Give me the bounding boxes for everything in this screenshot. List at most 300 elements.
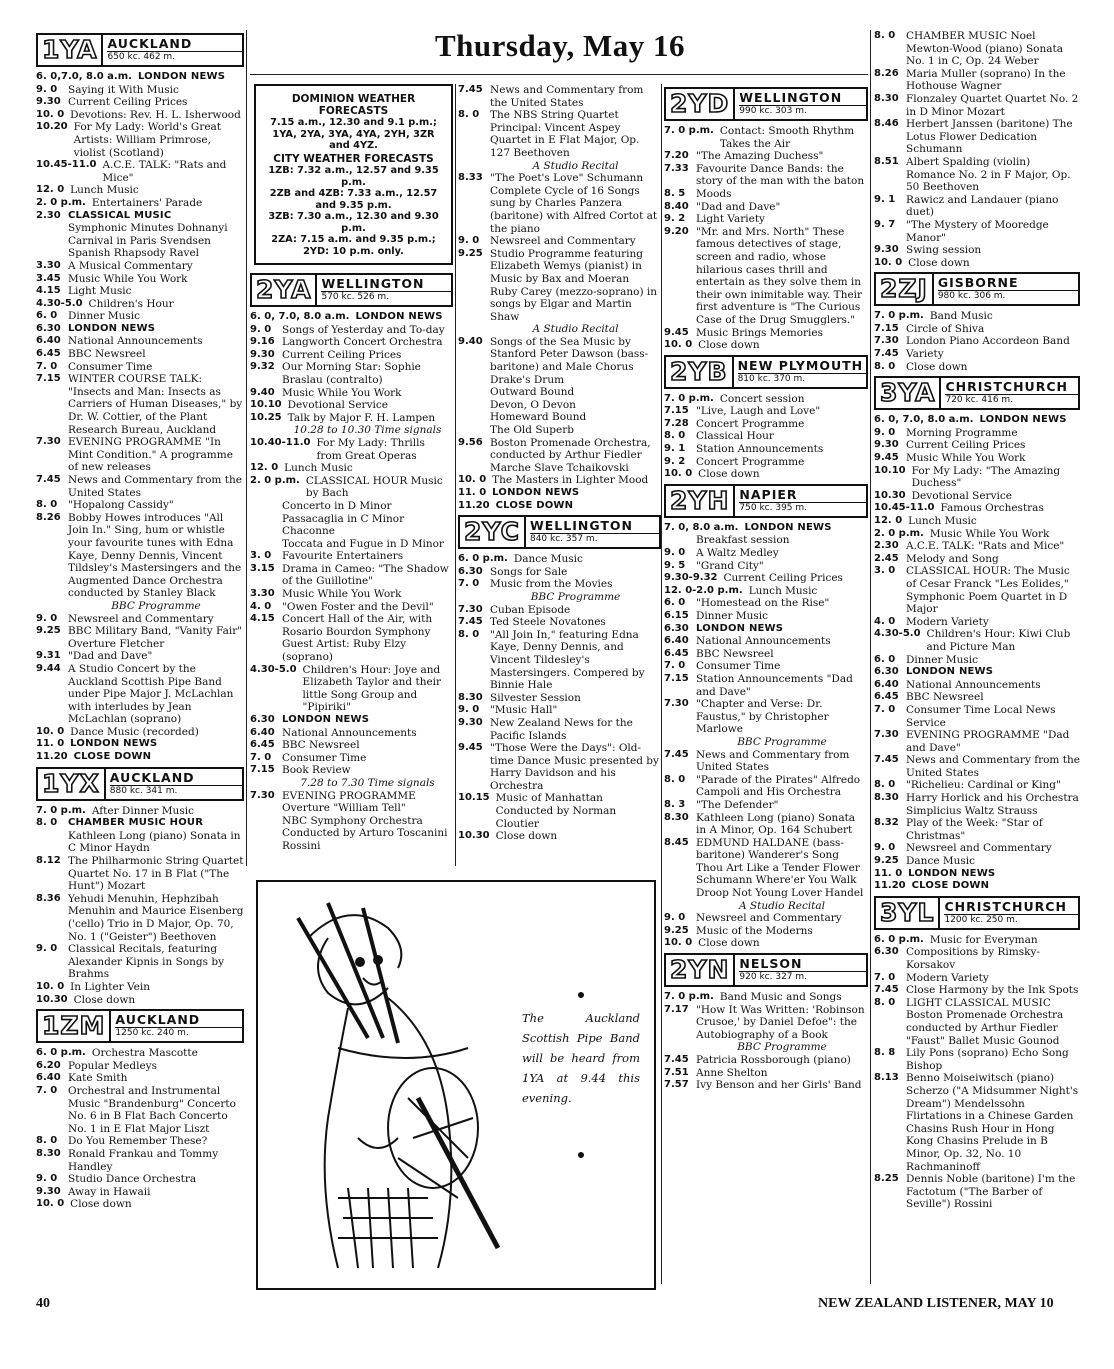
listing-description: Children's Hour: [88, 297, 174, 310]
listing-entry: [250, 399, 453, 412]
listing-description: News and Commentary from the United States: [906, 754, 1080, 779]
listing-description: Music of Manhattan Conducted by Norman Cloutier: [495, 792, 617, 830]
listing-time: 12. 0: [36, 184, 65, 196]
station-frequency: 650 kc. 462 m.: [107, 51, 242, 63]
listing-entry: [874, 817, 1080, 842]
listing-time: 7.45: [458, 616, 483, 628]
listing-description: A.C.E. TALK: "Rats and Mice": [102, 159, 227, 184]
listing-description: NBC Symphony Orchestra Conducted by Arturo Toscanini Rossini: [282, 814, 448, 852]
listing-description: 7.28 to 7.30 Time signals: [300, 776, 435, 789]
listing-time: 7. 0: [874, 703, 896, 715]
listing-time: 6.40: [664, 635, 689, 647]
listing-description: Dennis Noble (baritone) I'm the Factotum ("The Barber of Seville") Rossini: [906, 1173, 1076, 1211]
listing-time: 6.30: [250, 714, 275, 725]
listing-entry: [36, 361, 244, 374]
listing-description: Lily Pons (soprano) Echo Song Bishop: [906, 1047, 1069, 1072]
station-meta: [735, 89, 866, 119]
listing-description: London Piano Accordeon Band: [906, 335, 1070, 348]
listing-entry: [36, 474, 244, 499]
listing-entry: [458, 160, 661, 173]
listing-description: Devotional Service: [287, 399, 388, 412]
listing-entry: [458, 399, 661, 412]
listing-description: For My Lady: Thrills from Great Operas: [316, 436, 425, 462]
listing-entry: [874, 323, 1080, 336]
listing-entry: [874, 156, 1080, 194]
weather-heading2: CITY WEATHER FORECASTS: [273, 152, 434, 165]
listing-description: Classical Hour: [696, 430, 774, 443]
listing-entry: [874, 842, 1080, 855]
station-meta: [111, 1011, 242, 1041]
listing-description: Consumer Time: [696, 660, 781, 673]
listing-time: 2.30: [36, 209, 61, 221]
caption-dot-top: [578, 992, 584, 998]
listing-entry: [664, 1079, 868, 1092]
listing-time: [458, 424, 484, 437]
listing-entry: [664, 912, 868, 925]
listing-time: 9.45: [874, 452, 899, 464]
listing-description: EVENING PROGRAMME "Dad and Dave": [906, 729, 1070, 754]
listing-entry: [250, 613, 453, 663]
listing-time: [36, 235, 62, 248]
listing-time: 7.30: [250, 789, 275, 801]
listing-entry: [36, 197, 244, 210]
listing-entry: [36, 436, 244, 474]
listing-description: "Homestead on the Rise": [696, 597, 830, 610]
listing-entry: [250, 588, 453, 601]
listing-description: Orchestra Mascotte: [91, 1047, 198, 1060]
listing-description: New Zealand News for the Pacific Islands: [490, 716, 633, 742]
listing-description: CHAMBER MUSIC Noel Mewton-Wood (piano) Sonata No. 1 in C, Op. 24 Weber: [906, 30, 1063, 68]
listing-time: 6.20: [36, 1059, 61, 1071]
listing-entry: [874, 1047, 1080, 1072]
listing-description: Play of the Week: "Star of Christmas": [906, 817, 1043, 842]
listing-entry: [874, 946, 1080, 971]
listing-entry: [874, 310, 1080, 323]
listing-entry: [874, 502, 1080, 515]
listing-time: 11.20: [36, 751, 68, 763]
listing-description: Breakfast session: [696, 534, 790, 547]
listing-time: 6. 0: [874, 653, 896, 665]
listing-time: 6.45: [36, 348, 61, 360]
listing-time: 9.45: [458, 742, 483, 754]
listing-entry: [36, 893, 244, 943]
listing-description: Ted Steele Novatones: [490, 616, 606, 629]
listing-time: 4.15: [250, 613, 275, 625]
listing-description: Symphonic Minutes Dohnanyi: [68, 222, 228, 235]
listing-entry: [874, 565, 1080, 615]
illustration-caption: The Auckland Scottish Pipe Band will be heard from 1YA at 9.44 this evening.: [522, 1011, 640, 1105]
listing-time: 8. 0: [36, 1135, 58, 1147]
listing-time: 7.45: [36, 474, 61, 485]
station-frequency: 1200 kc. 250 m.: [944, 914, 1078, 926]
listing-time: 7. 0: [36, 360, 58, 372]
listing-description: "The Defender": [696, 798, 779, 811]
listing-entry: [664, 1004, 868, 1042]
caption-dot-bottom: [578, 1152, 584, 1158]
listing-entry: [36, 663, 244, 726]
listing-entry: [664, 522, 868, 535]
listing-description: Concert Hall of the Air, with Rosario Bourdon Symphony Guest Artist: Ruby Elzy (soprano): [282, 613, 433, 664]
listing-entry: [874, 30, 1080, 68]
listing-time: 10. 0: [36, 980, 65, 992]
listing-time: 6. 0, 7.0, 8.0 a.m.: [874, 414, 974, 426]
listing-time: [250, 424, 276, 437]
station-frequency: 980 kc. 306 m.: [938, 290, 1078, 302]
listing-description: Entertainers' Parade: [91, 196, 203, 209]
listing-description: Music While You Work: [929, 527, 1050, 540]
listing-description: The NBS String Quartet Principal: Vincent Aspey Quartet in E Flat Major, Op. 127 Beethoven: [490, 109, 640, 159]
listing-time: 8. 3: [664, 798, 686, 810]
listing-description: Ruby Carey (mezzo-soprano) in songs by Elgar and Martin Shaw: [490, 285, 658, 323]
listing-description: Harry Horlick and his Orchestra Simplicius Waltz Strauss: [906, 792, 1079, 817]
listing-description: Anne Shelton: [696, 1066, 768, 1079]
listing-description: Langworth Concert Orchestra: [282, 336, 443, 349]
station-meta: [934, 274, 1078, 304]
listing-entry: [36, 1173, 244, 1186]
listing-time: [250, 500, 276, 513]
listing-entry: [664, 749, 868, 774]
listing-entry: [874, 654, 1080, 667]
listing-entry: [874, 465, 1080, 490]
column-auckland: [36, 30, 244, 1211]
listing-time: 10.45-11.0: [874, 502, 935, 514]
listing-time: 6. 0: [36, 310, 58, 322]
listing-time: 10. 0: [36, 108, 65, 120]
listing-time: 8. 8: [874, 1047, 896, 1059]
listing-time: [250, 777, 276, 790]
listing-time: 7.15: [664, 405, 689, 417]
listing-time: [36, 830, 62, 855]
listing-description: Toccata and Fugue in D Minor: [282, 537, 444, 550]
listing-description: Lunch Music: [284, 462, 353, 475]
listing-entry: [36, 994, 244, 1007]
listing-description: News and Commentary from the United States: [68, 474, 242, 499]
station-city: AUCKLAND: [115, 1012, 201, 1028]
listing-entry: [250, 387, 453, 400]
listing-entry: [36, 817, 244, 830]
listing-time: 3.15: [250, 562, 275, 574]
listing-description: CLOSE DOWN: [73, 751, 152, 763]
listing-entry: [874, 984, 1080, 997]
listing-entry: [458, 286, 661, 324]
listing-description: LIGHT CLASSICAL MUSIC Boston Promenade Orchestra conducted by Arthur Fiedler "Faust" Ballet Music Gounod: [906, 996, 1064, 1047]
listing-entry: [250, 790, 453, 815]
listing-time: 6. 0, 7.0, 8.0 a.m.: [250, 311, 350, 322]
station-meta: [940, 898, 1078, 928]
piper-illustration: [256, 880, 656, 1290]
listing-time: 2. 0 p.m.: [36, 196, 86, 208]
listing-entry: [664, 673, 868, 698]
listing-time: 3.30: [36, 259, 61, 271]
listing-time: 7.15: [664, 672, 689, 684]
listing-entry: [664, 430, 868, 443]
listing-description: "Owen Foster and the Devil": [282, 600, 434, 613]
listing-time: 8.26: [874, 67, 899, 79]
listing-description: Morning Programme: [906, 426, 1018, 439]
listing-entry: [458, 84, 661, 109]
listing-time: 9.30: [458, 716, 483, 728]
listing-description: LONDON NEWS: [744, 521, 832, 533]
listing-description: Music from the Movies: [490, 578, 613, 591]
listing-entry: [458, 487, 661, 500]
listing-time: 9.30: [250, 348, 275, 360]
listing-entry: [250, 601, 453, 614]
listing-time: 7.30: [664, 698, 689, 710]
listing-entry: [250, 412, 453, 425]
listing-entry: [36, 1135, 244, 1148]
column-divider: [661, 84, 662, 1284]
listing-time: 8.25: [874, 1173, 899, 1185]
listing-time: 10.25: [250, 411, 282, 423]
listing-entry: [664, 623, 868, 636]
station-header-2yd: [664, 87, 868, 121]
listing-description: Close down: [906, 360, 968, 373]
listing-entry: [36, 109, 244, 122]
listing-time: 8. 0: [36, 499, 58, 511]
listing-entry: [664, 150, 868, 163]
listing-time: 9.25: [664, 924, 689, 936]
listing-description: Do You Remember These?: [68, 1135, 208, 1148]
listing-description: LONDON NEWS: [355, 311, 443, 322]
listing-time: 9.25: [36, 625, 61, 637]
station-meta: [103, 35, 242, 65]
listing-time: 8. 0: [874, 30, 896, 41]
listing-entry: [250, 664, 453, 714]
listing-entry: [874, 666, 1080, 679]
listing-time: 9.16: [250, 336, 275, 348]
listing-time: 8. 0: [874, 779, 896, 791]
listing-entry: [36, 1186, 244, 1199]
listing-description: Circle of Shiva: [906, 322, 985, 335]
listing-entry: [664, 991, 868, 1004]
listing-description: Newsreel and Commentary: [906, 842, 1052, 855]
listing-entry: [664, 799, 868, 812]
station-logo: 2YH: [666, 486, 735, 516]
column-wellington-2ya: [250, 84, 453, 853]
column-divider: [870, 30, 871, 1284]
listing-entry: [874, 792, 1080, 817]
listing-entry: [664, 812, 868, 837]
station-frequency: 1250 kc. 240 m.: [115, 1027, 242, 1039]
listing-entry: [250, 815, 453, 853]
listing-time: 3.45: [36, 272, 61, 284]
listing-time: 6.40: [36, 1072, 61, 1084]
column-christchurch: [874, 30, 1080, 1211]
listing-time: 8.32: [874, 817, 899, 829]
listing-time: 6.30: [874, 666, 899, 678]
listing-description: "The Mystery of Mooredge Manor": [906, 218, 1049, 244]
listing-description: Contact: Smooth Rhythm Takes the Air: [719, 125, 855, 150]
listing-entry: [36, 981, 244, 994]
listing-entry: [458, 553, 661, 566]
listing-time: 9. 0: [874, 426, 896, 438]
listing-entry: [36, 235, 244, 248]
listing-time: 4.15: [36, 285, 61, 297]
listing-time: 9. 5: [664, 559, 686, 571]
listing-entry: [874, 515, 1080, 528]
listing-time: 6.30: [36, 322, 61, 334]
listing-description: Compositions by Rimsky-Korsakov: [906, 946, 1040, 971]
listing-entry: [36, 373, 244, 436]
listing-description: Saying it With Music: [68, 83, 179, 96]
listing-entry: [250, 752, 453, 765]
listing-entry: [874, 704, 1080, 729]
listing-time: 7. 0 p.m.: [664, 991, 714, 1003]
listing-entry: [250, 500, 453, 513]
listing-time: 9. 0: [36, 612, 58, 624]
listing-entry: [250, 424, 453, 437]
listing-entry: [458, 591, 661, 604]
listing-description: Albert Spalding (violin) Romance No. 2 in F Major, Op. 50 Beethoven: [906, 155, 1071, 194]
listing-time: 7.45: [664, 748, 689, 760]
listing-entry: [664, 125, 868, 150]
listing-entry: [36, 625, 244, 650]
listing-time: 9.20: [664, 225, 689, 237]
listing-description: Boston Promenade Orchestra, conducted by Arthur Fiedler Marche Slave Tchaikovski: [490, 436, 651, 474]
listing-time: 7. 0: [874, 971, 896, 983]
listing-entry: [36, 121, 244, 159]
listing-time: 10. 0: [36, 725, 65, 737]
listing-time: 9. 0: [250, 323, 272, 335]
listing-time: 6.40: [36, 335, 61, 347]
station-header-2yn: [664, 953, 868, 987]
listing-entry: [874, 868, 1080, 881]
listing-description: "Mr. and Mrs. North" These famous detectives of stage, screen and radio, whose hilarious cases thrill and entertain as they solve them in their own inimitable way. Their first adventure is "The Curious Case of the Drug Smugglers.": [696, 225, 863, 326]
listing-entry: [458, 578, 661, 591]
listing-description: Yehudi Menuhin, Hephzibah Menuhin and Maurice Eisenberg ('cello) Trio in D Major, Op. 70, No. 1 ("Geister") Beethoven: [68, 892, 244, 943]
listing-time: 7.28: [664, 417, 689, 429]
listing-description: Favourite Dance Bands: the story of the man with the baton: [696, 162, 865, 188]
listing-entry: [36, 310, 244, 323]
listing-entry: [36, 71, 244, 84]
listing-description: A.C.E. TALK: "Rats and Mice": [906, 540, 1065, 553]
listing-description: Rawicz and Landauer (piano duet): [906, 193, 1059, 219]
listing-description: Modern Variety: [906, 615, 989, 628]
listing-description: Music of the Moderns: [696, 924, 813, 937]
listing-entry: [664, 1067, 868, 1080]
listing-time: 8.12: [36, 855, 61, 867]
listing-description: News and Commentary from United States: [696, 748, 850, 774]
listing-entry: [458, 692, 661, 705]
listing-time: [250, 815, 276, 853]
listing-entry: [874, 1072, 1080, 1173]
listing-description: Consumer Time Local News Service: [906, 703, 1056, 729]
listing-time: 9. 0: [664, 547, 686, 559]
listing-time: 10. 0: [664, 468, 693, 480]
listing-entry: [874, 452, 1080, 465]
listing-description: Close down: [73, 993, 136, 1006]
listing-entry: [36, 1072, 244, 1085]
listing-entry: [250, 361, 453, 386]
listing-time: 11.20: [458, 499, 490, 511]
listing-entry: [36, 159, 244, 184]
listing-entry: [874, 729, 1080, 754]
listing-time: 9.40: [458, 335, 483, 347]
listing-time: 9. 1: [664, 443, 686, 455]
column-divider: [455, 84, 456, 866]
listing-description: LONDON NEWS: [68, 322, 156, 334]
listing-time: 8. 0: [36, 817, 58, 829]
listing-time: 9.30: [36, 96, 61, 108]
listing-time: [664, 900, 690, 913]
listing-time: 11. 0: [36, 738, 65, 750]
station-header-2yb: [664, 355, 868, 389]
listing-description: Modern Variety: [906, 971, 989, 984]
listing-description: BBC Programme: [530, 590, 621, 603]
listing-description: WINTER COURSE TALK: "Insects and Man: Insects as Carriers of Human Diseases," by Dr. W. Cottier, of the Plant Research Bureau, Auckland: [68, 373, 243, 436]
listing-description: CLASSICAL HOUR: The Music of Cesar Franck "Les Eolides," Symphonic Poem Quartet in D Major: [906, 565, 1070, 616]
listing-time: 6.45: [664, 647, 689, 659]
listing-description: "Grand City": [696, 559, 764, 572]
listing-description: Band Music and Songs: [719, 991, 842, 1004]
listing-description: Newsreel and Commentary: [68, 612, 214, 625]
listing-entry: [250, 311, 453, 324]
listing-entry: [250, 777, 453, 790]
listing-time: 8. 0: [874, 996, 896, 1008]
listing-time: 9.30: [874, 244, 899, 256]
listing-entry: [874, 414, 1080, 427]
station-logo: 2YB: [666, 357, 734, 387]
listing-description: BBC Military Band, "Vanity Fair" Overture Fletcher: [68, 625, 243, 650]
listing-entry: [874, 427, 1080, 440]
listing-entry: [664, 188, 868, 201]
listing-time: 9.30-9.32: [664, 572, 718, 584]
listing-description: Homeward Bound: [490, 411, 587, 424]
listing-description: Close down: [495, 830, 558, 843]
listing-description: "Dad and Dave": [68, 650, 153, 663]
listing-description: Current Ceiling Prices: [68, 96, 188, 109]
listing-entry: [36, 600, 244, 613]
listing-description: Songs of the Sea Music by Stanford Peter Dawson (bass-baritone) and Male Chorus: [490, 335, 649, 374]
listing-time: 6. 0 p.m.: [874, 933, 924, 945]
listing-entry: [458, 424, 661, 437]
listing-entry: [874, 335, 1080, 348]
listing-entry: [36, 738, 244, 751]
listing-time: 7.30: [874, 335, 899, 347]
listing-entry: [36, 1085, 244, 1135]
listing-entry: [664, 837, 868, 900]
listing-entry: [874, 880, 1080, 893]
listing-description: Light Variety: [696, 213, 765, 226]
listing-time: 9.32: [250, 361, 275, 373]
listing-time: 4.30-5.0: [36, 297, 83, 309]
listing-time: 6.30: [874, 946, 899, 958]
listing-entry: [36, 247, 244, 260]
listing-description: Music While You Work: [68, 272, 188, 285]
listing-entry: [36, 650, 244, 663]
station-logo: 1YA: [38, 35, 103, 65]
listing-time: 3.30: [250, 588, 275, 600]
listing-entry: [36, 348, 244, 361]
listing-description: Carnival in Paris Svendsen: [68, 234, 211, 247]
station-frequency: 920 kc. 327 m.: [739, 971, 866, 983]
listing-time: 9.31: [36, 650, 61, 662]
listing-entry: [458, 323, 661, 336]
station-header-3yl: [874, 896, 1080, 930]
listing-description: EVENING PROGRAMME "In Mint Condition." A programme of new releases: [68, 436, 233, 474]
listing-time: 7. 0 p.m.: [664, 125, 714, 136]
weather-forecast-box: [254, 84, 453, 265]
listing-entry: [36, 1047, 244, 1060]
listing-description: For My Lady: "The Amazing Duchess": [911, 464, 1061, 490]
listing-time: 4. 0: [250, 600, 272, 612]
listing-time: 9. 2: [664, 213, 686, 225]
listing-time: 8.13: [874, 1072, 899, 1084]
listing-description: Kathleen Long (piano) Sonata in A Minor, Op. 164 Schubert: [696, 811, 856, 837]
listing-time: [458, 386, 484, 399]
listing-time: 9.45: [664, 326, 689, 338]
listing-time: 9.40: [250, 386, 275, 398]
